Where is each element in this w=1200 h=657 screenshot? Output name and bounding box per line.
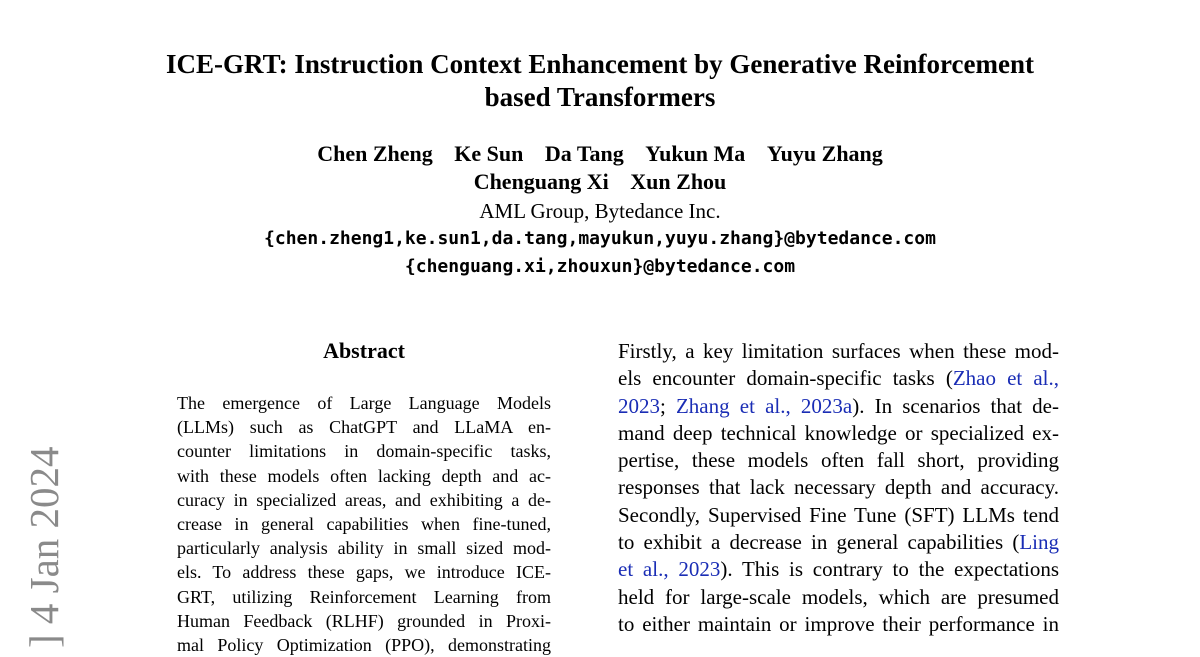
abstract-line: counter limitations in domain-specific tasks,: [177, 441, 551, 462]
author-name: Chen Zheng: [317, 141, 433, 166]
body-text: ;: [660, 393, 676, 418]
body-line: pertise, these models often fall short, providing: [618, 448, 1059, 473]
author-name: Xun Zhou: [630, 169, 727, 194]
author-list: [100, 140, 1100, 196]
body-line: [618, 365, 1059, 392]
body-text: ). In scenarios that de-: [852, 393, 1059, 418]
body-text: to exhibit a decrease in general capabilities (: [618, 530, 1020, 555]
title-line-1: ICE-GRT: Instruction Context Enhancement by Generative Reinforcement: [166, 49, 1034, 79]
body-line: responses that lack necessary depth and accuracy.: [618, 475, 1059, 500]
body-line: to either maintain or improve their performance in: [618, 611, 1059, 636]
author-name: Da Tang: [544, 141, 624, 166]
body-line: mand deep technical knowledge or specialized ex-: [618, 420, 1059, 445]
abstract-line: (LLMs) such as ChatGPT and LLaMA en-: [177, 417, 551, 438]
citation-link[interactable]: et al., 2023: [618, 557, 721, 582]
body-line: Firstly, a key limitation surfaces when these mod-: [618, 339, 1059, 363]
citation-link[interactable]: Zhang et al., 2023a: [675, 393, 853, 418]
abstract-line: curacy in specialized areas, and exhibiting a de-: [177, 489, 551, 510]
abstract-line: GRT, utilizing Reinforcement Learning from: [177, 586, 551, 607]
citation-link[interactable]: Zhao et al.,: [952, 366, 1060, 391]
author-name: Chenguang Xi: [473, 169, 609, 194]
body-text: ). This is contrary to the expectations: [720, 557, 1059, 582]
author-name: Yukun Ma: [645, 141, 746, 166]
paper-title: [100, 48, 1100, 114]
body-line: [618, 529, 1059, 556]
body-line: Secondly, Supervised Fine Tune (SFT) LLMs tend: [618, 502, 1059, 527]
citation-link[interactable]: 2023: [618, 393, 660, 418]
abstract-line: mal Policy Optimization (PPO), demonstrating: [177, 635, 551, 656]
email-line-1: {chen.zheng1,ke.sun1,da.tang,mayukun,yuyu.zhang}@bytedance.com: [264, 228, 936, 249]
affiliation: AML Group, Bytedance Inc.: [479, 199, 721, 223]
author-name: Ke Sun: [454, 141, 524, 166]
body-line: held for large-scale models, which are presumed: [618, 584, 1059, 609]
body-text: els encounter domain-specific tasks (: [618, 366, 953, 391]
author-name: Yuyu Zhang: [766, 141, 883, 166]
email-line-2: {chenguang.xi,zhouxun}@bytedance.com: [404, 256, 796, 277]
abstract-line: with these models often lacking depth and ac-: [177, 465, 551, 486]
abstract-body: [177, 391, 551, 657]
authors-line-1: [100, 140, 1100, 168]
abstract-line: els. To address these gaps, we introduce ICE-: [177, 562, 551, 583]
title-line-2: based Transformers: [484, 82, 716, 112]
introduction-text: [618, 338, 1059, 638]
body-line: [618, 393, 1059, 420]
abstract-line: crease in general capabilities when fine-tuned,: [177, 514, 551, 535]
authors-line-2: [100, 168, 1100, 196]
author-emails: [100, 225, 1100, 281]
abstract-line: Human Feedback (RLHF) grounded in Proxi-: [177, 610, 551, 631]
citation-link[interactable]: Ling: [1019, 530, 1059, 555]
arxiv-date-stamp: ] 4 Jan 2024: [21, 446, 67, 648]
abstract-line: The emergence of Large Language Models: [177, 393, 551, 413]
abstract-line: particularly analysis ability in small sized mod-: [177, 538, 551, 559]
body-line: [618, 556, 1059, 583]
abstract-heading: Abstract: [323, 338, 405, 363]
